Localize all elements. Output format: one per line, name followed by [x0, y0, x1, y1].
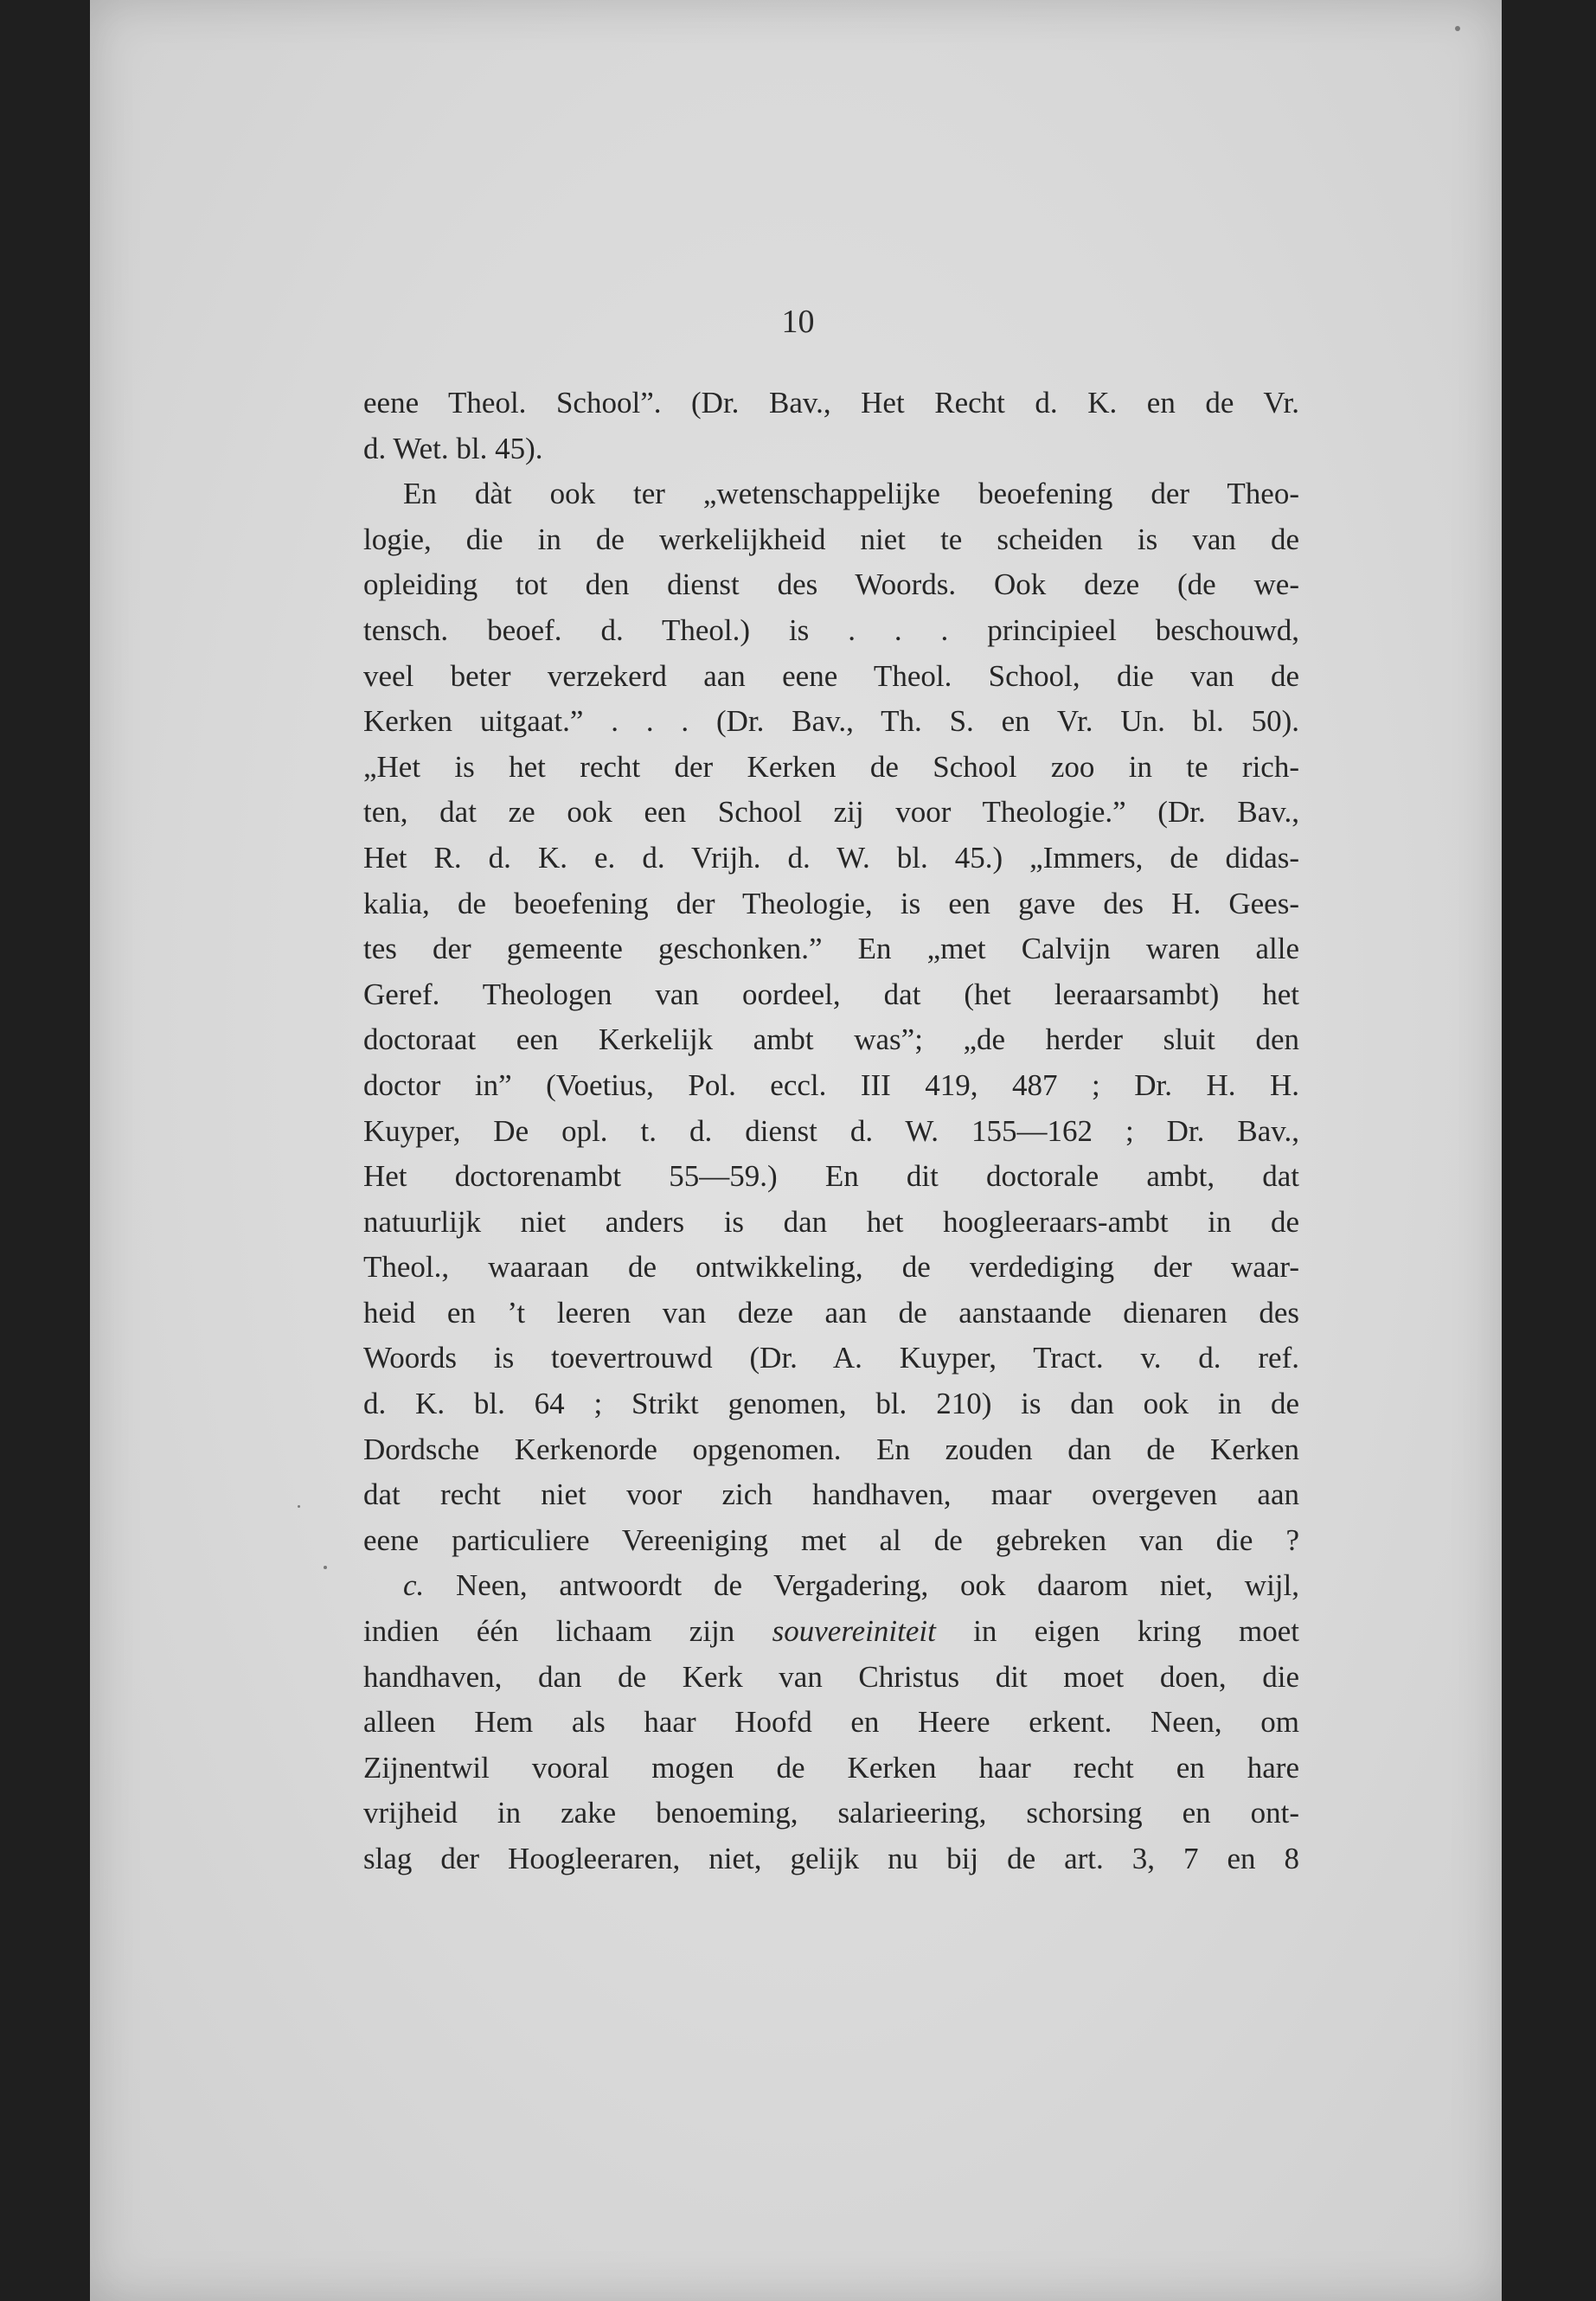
- text-line: ten, dat ze ook een School zij voor Theologie.” (Dr. Bav.,: [363, 795, 1299, 830]
- text-line: Dordsche Kerkenorde opgenomen. En zouden dan de Kerken: [363, 1432, 1299, 1466]
- text-line: Kuyper, De opl. t. d. dienst d. W. 155—162 ; Dr. Bav.,: [363, 1113, 1299, 1148]
- text-line: opleiding tot den dienst des Woords. Ook deze (de we-: [363, 567, 1299, 602]
- text-line: eene Theol. School”. (Dr. Bav., Het Recht d. K. en de Vr.: [363, 386, 1299, 420]
- text-line: tensch. beoef. d. Theol.) is . . . principieel beschouwd,: [363, 612, 1299, 647]
- paper-speck: [298, 1505, 300, 1508]
- text-span: indien één lichaam zijn: [363, 1614, 735, 1649]
- text-line: doctor in” (Voetius, Pol. eccl. III 419, 487 ; Dr. H. H.: [363, 1067, 1299, 1102]
- text-line: heid en ’t leeren van deze aan de aanstaande dienaren des: [363, 1295, 1299, 1330]
- page-number: 10: [781, 304, 815, 340]
- text-line: Het R. d. K. e. d. Vrijh. d. W. bl. 45.) „Immers, de didas-: [363, 840, 1299, 875]
- text-span: Neen, antwoordt de Vergadering, ook daarom niet, wijl,: [456, 1568, 1299, 1603]
- paper-speck: [1455, 26, 1460, 31]
- text-line: handhaven, dan de Kerk van Christus dit moet doen, die: [363, 1659, 1299, 1694]
- text-line: Kerken uitgaat.” . . . (Dr. Bav., Th. S. en Vr. Un. bl. 50).: [363, 704, 1299, 739]
- text-line: d. K. bl. 64 ; Strikt genomen, bl. 210) is dan ook in de: [363, 1387, 1299, 1421]
- text-line: veel beter verzekerd aan eene Theol. School, die van de: [363, 658, 1299, 693]
- text-line: doctoraat een Kerkelijk ambt was”; „de herder sluit den: [363, 1022, 1299, 1057]
- text-line: Geref. Theologen van oordeel, dat (het leeraarsambt) het: [363, 977, 1299, 1011]
- paragraph-c-first-line: [363, 1563, 1299, 1609]
- text-line: alleen Hem als haar Hoofd en Heere erkent. Neen, om: [363, 1705, 1299, 1740]
- text-line: En dàt ook ter „wetenschappelijke beoefening der Theo-: [403, 477, 1299, 511]
- paper-speck: [324, 1566, 327, 1569]
- text-line: tes der gemeente geschonken.” En „met Calvijn waren alle: [363, 932, 1299, 966]
- text-line: Zijnentwil vooral mogen de Kerken haar recht en hare: [363, 1750, 1299, 1785]
- body-text: [363, 381, 1299, 1882]
- text-line: kalia, de beoefening der Theologie, is een gave des H. Gees-: [363, 886, 1299, 920]
- text-line: eene particuliere Vereeniging met al de gebreken van die ?: [363, 1522, 1299, 1557]
- text-line: Woords is toevertrouwd (Dr. A. Kuyper, Tract. v. d. ref.: [363, 1341, 1299, 1375]
- text-line: d. Wet. bl. 45).: [363, 431, 543, 465]
- text-span: in eigen kring moet: [973, 1614, 1299, 1649]
- text-line: logie, die in de werkelijkheid niet te scheiden is van de: [363, 522, 1299, 556]
- text-line: slag der Hoogleeraren, niet, gelijk nu bij de art. 3, 7 en 8: [363, 1842, 1299, 1875]
- text-line: „Het is het recht der Kerken de School zoo in te rich-: [363, 749, 1299, 784]
- emphasized-term: souvereiniteit: [772, 1614, 936, 1649]
- text-line: vrijheid in zake benoeming, salarieering, schorsing en ont-: [363, 1796, 1299, 1830]
- text-line: Het doctorenambt 55—59.) En dit doctorale ambt, dat: [363, 1159, 1299, 1194]
- text-line: Theol., waaraan de ontwikkeling, de verdediging der waar-: [363, 1250, 1299, 1285]
- text-line: natuurlijk niet anders is dan het hoogleeraars-ambt in de: [363, 1204, 1299, 1239]
- text-line: dat recht niet voor zich handhaven, maar overgeven aan: [363, 1477, 1299, 1512]
- paragraph-c-line: [363, 1609, 1299, 1655]
- paragraph-marker: c.: [403, 1568, 425, 1603]
